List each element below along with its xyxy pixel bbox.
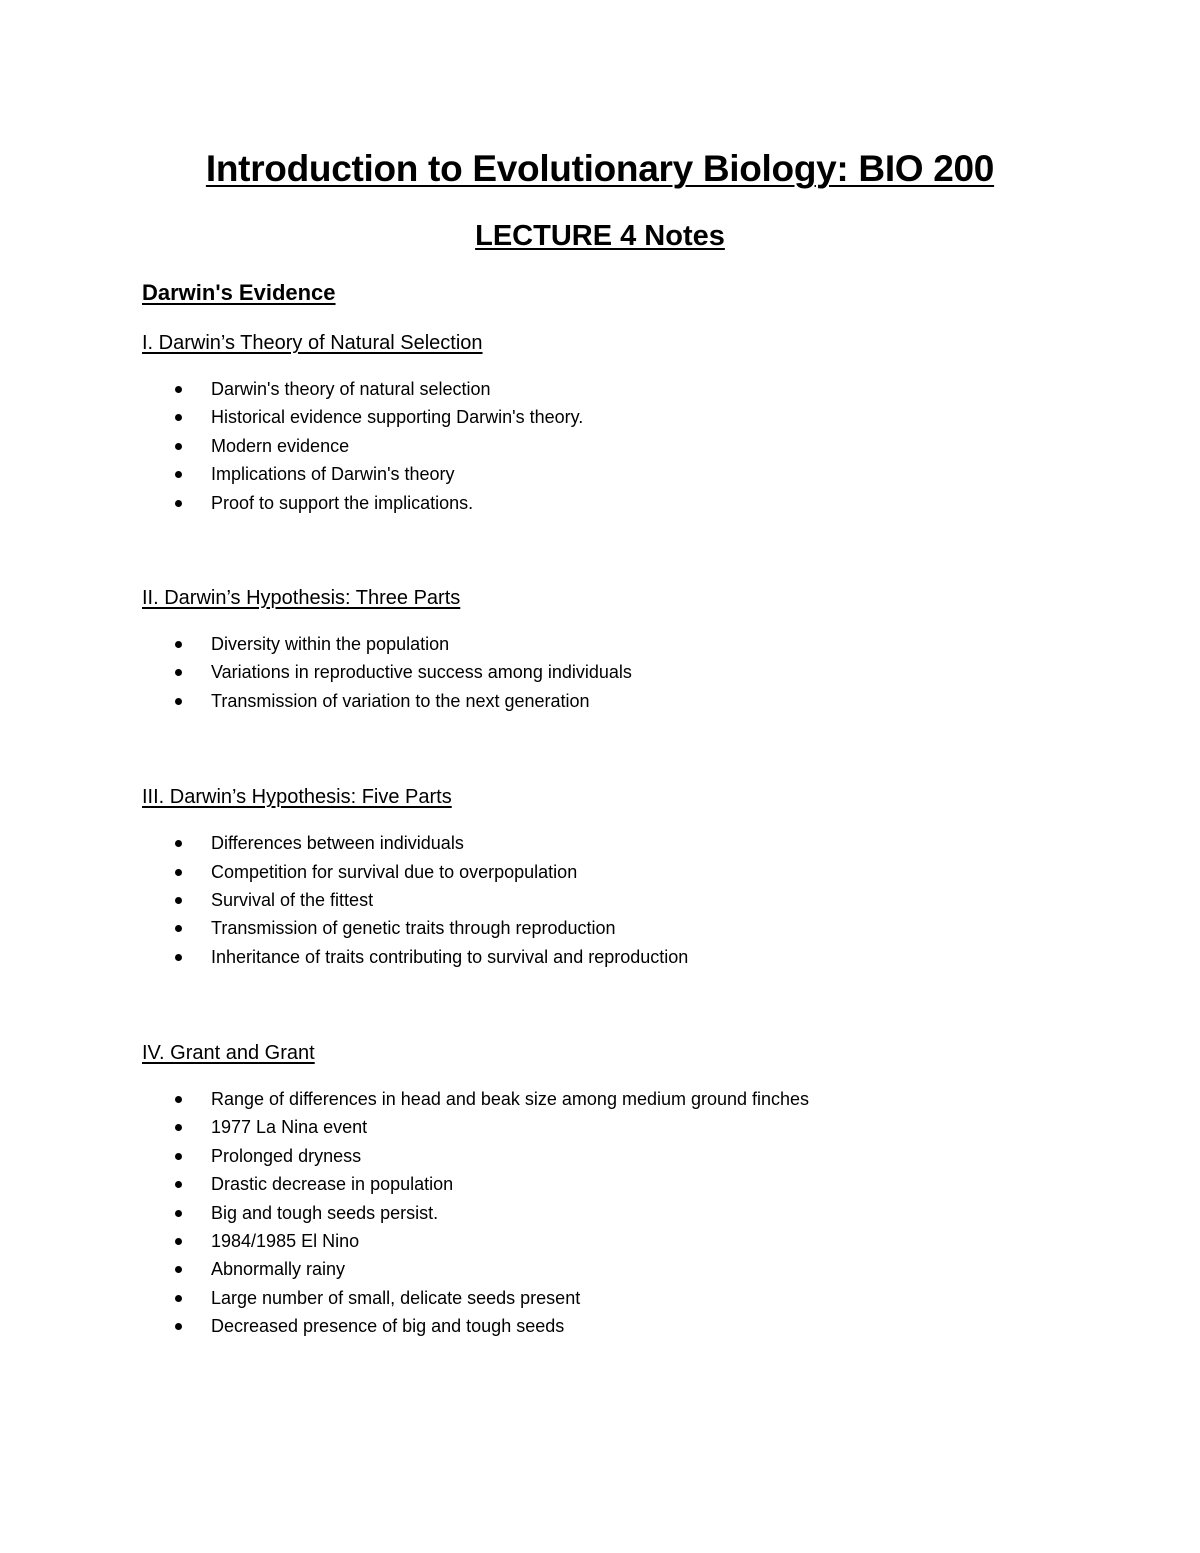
list-item-text: Implications of Darwin's theory: [211, 464, 455, 485]
list-item: [142, 829, 1142, 857]
list-item-text: Historical evidence supporting Darwin's theory.: [211, 407, 584, 428]
list-item: [142, 858, 1142, 886]
section-hypothesis-three-parts: [142, 584, 1142, 715]
list-item-text: Diversity within the population: [211, 633, 450, 654]
bullet-icon: [175, 500, 182, 507]
bullet-icon: [175, 1295, 182, 1302]
list-item: [142, 1142, 1142, 1170]
bullet-icon: [175, 443, 182, 450]
bullet-icon: [175, 954, 182, 961]
section-theory-natural-selection: [142, 329, 1142, 517]
list-item: [142, 1312, 1142, 1340]
bullet-icon: [175, 698, 182, 705]
section-grant-and-grant: [142, 1039, 1142, 1341]
section-spacer: [142, 715, 1142, 783]
list-item: [142, 1284, 1142, 1312]
list-item: [142, 460, 1142, 488]
bullet-list: [142, 630, 1142, 715]
bullet-icon: [175, 897, 182, 904]
list-item: [142, 1227, 1142, 1255]
list-item: [142, 432, 1142, 460]
list-item: [142, 403, 1142, 431]
list-item-text: Abnormally rainy: [211, 1259, 346, 1280]
list-item-text: 1977 La Nina event: [211, 1117, 368, 1138]
bullet-icon: [175, 1124, 182, 1131]
section-spacer: [142, 517, 1142, 584]
bullet-icon: [175, 869, 182, 876]
topic-heading: Darwin's Evidence: [142, 280, 336, 305]
bullet-icon: [175, 471, 182, 478]
list-item: [142, 1085, 1142, 1113]
bullet-icon: [175, 669, 182, 676]
bullet-icon: [175, 1266, 182, 1273]
list-item-text: Prolonged dryness: [211, 1145, 362, 1166]
list-item: [142, 914, 1142, 942]
bullet-icon: [175, 414, 182, 421]
list-item-text: Proof to support the implications.: [211, 492, 474, 513]
list-item: [142, 886, 1142, 914]
bullet-icon: [175, 1181, 182, 1188]
list-item: [142, 375, 1142, 403]
list-item-text: Modern evidence: [211, 435, 350, 456]
list-item-text: Transmission of variation to the next generation: [211, 690, 590, 711]
list-item: [142, 687, 1142, 715]
bullet-list: [142, 375, 1142, 517]
list-item: [142, 1199, 1142, 1227]
bullet-icon: [175, 1096, 182, 1103]
document-subtitle: LECTURE 4 Notes: [475, 220, 725, 252]
section-spacer: [142, 971, 1142, 1039]
list-item-text: Transmission of genetic traits through reproduction: [211, 918, 616, 939]
document-title: Introduction to Evolutionary Biology: BIO 200: [205, 148, 995, 189]
bullet-icon: [175, 1323, 182, 1330]
list-item-text: Decreased presence of big and tough seeds: [211, 1316, 565, 1337]
bullet-icon: [175, 641, 182, 648]
bullet-icon: [175, 1238, 182, 1245]
list-item: [142, 1113, 1142, 1141]
list-item-text: Big and tough seeds persist.: [211, 1202, 439, 1223]
list-item-text: Drastic decrease in population: [211, 1174, 454, 1195]
section-hypothesis-five-parts: [142, 783, 1142, 971]
list-item-text: Survival of the fittest: [211, 889, 374, 910]
section-heading: IV. Grant and Grant: [142, 1042, 315, 1065]
list-item-text: Competition for survival due to overpopulation: [211, 861, 578, 882]
list-item-text: Darwin's theory of natural selection: [211, 379, 491, 399]
list-item-text: 1984/1985 El Nino: [211, 1231, 360, 1252]
list-item-text: Large number of small, delicate seeds present: [211, 1287, 581, 1308]
document-body: [142, 279, 1142, 1341]
section-heading: II. Darwin’s Hypothesis: Three Parts: [142, 586, 461, 609]
bullet-list: [142, 829, 1142, 971]
list-item-text: Inheritance of traits contributing to survival and reproduction: [211, 946, 689, 967]
list-item-text: Differences between individuals: [211, 833, 464, 854]
bullet-icon: [175, 386, 182, 393]
list-item: [142, 630, 1142, 658]
section-heading: III. Darwin’s Hypothesis: Five Parts: [142, 786, 452, 809]
list-item-text: Range of differences in head and beak size among medium ground finches: [211, 1089, 810, 1110]
section-heading: I. Darwin’s Theory of Natural Selection: [142, 332, 483, 354]
list-item: [142, 943, 1142, 971]
list-item: [142, 658, 1142, 686]
bullet-icon: [175, 1153, 182, 1160]
bullet-icon: [175, 925, 182, 932]
bullet-list: [142, 1085, 1142, 1341]
list-item-text: Variations in reproductive success among individuals: [211, 662, 632, 683]
list-item: [142, 1255, 1142, 1283]
bullet-icon: [175, 840, 182, 847]
list-item: [142, 1170, 1142, 1198]
list-item: [142, 489, 1142, 517]
bullet-icon: [175, 1210, 182, 1217]
